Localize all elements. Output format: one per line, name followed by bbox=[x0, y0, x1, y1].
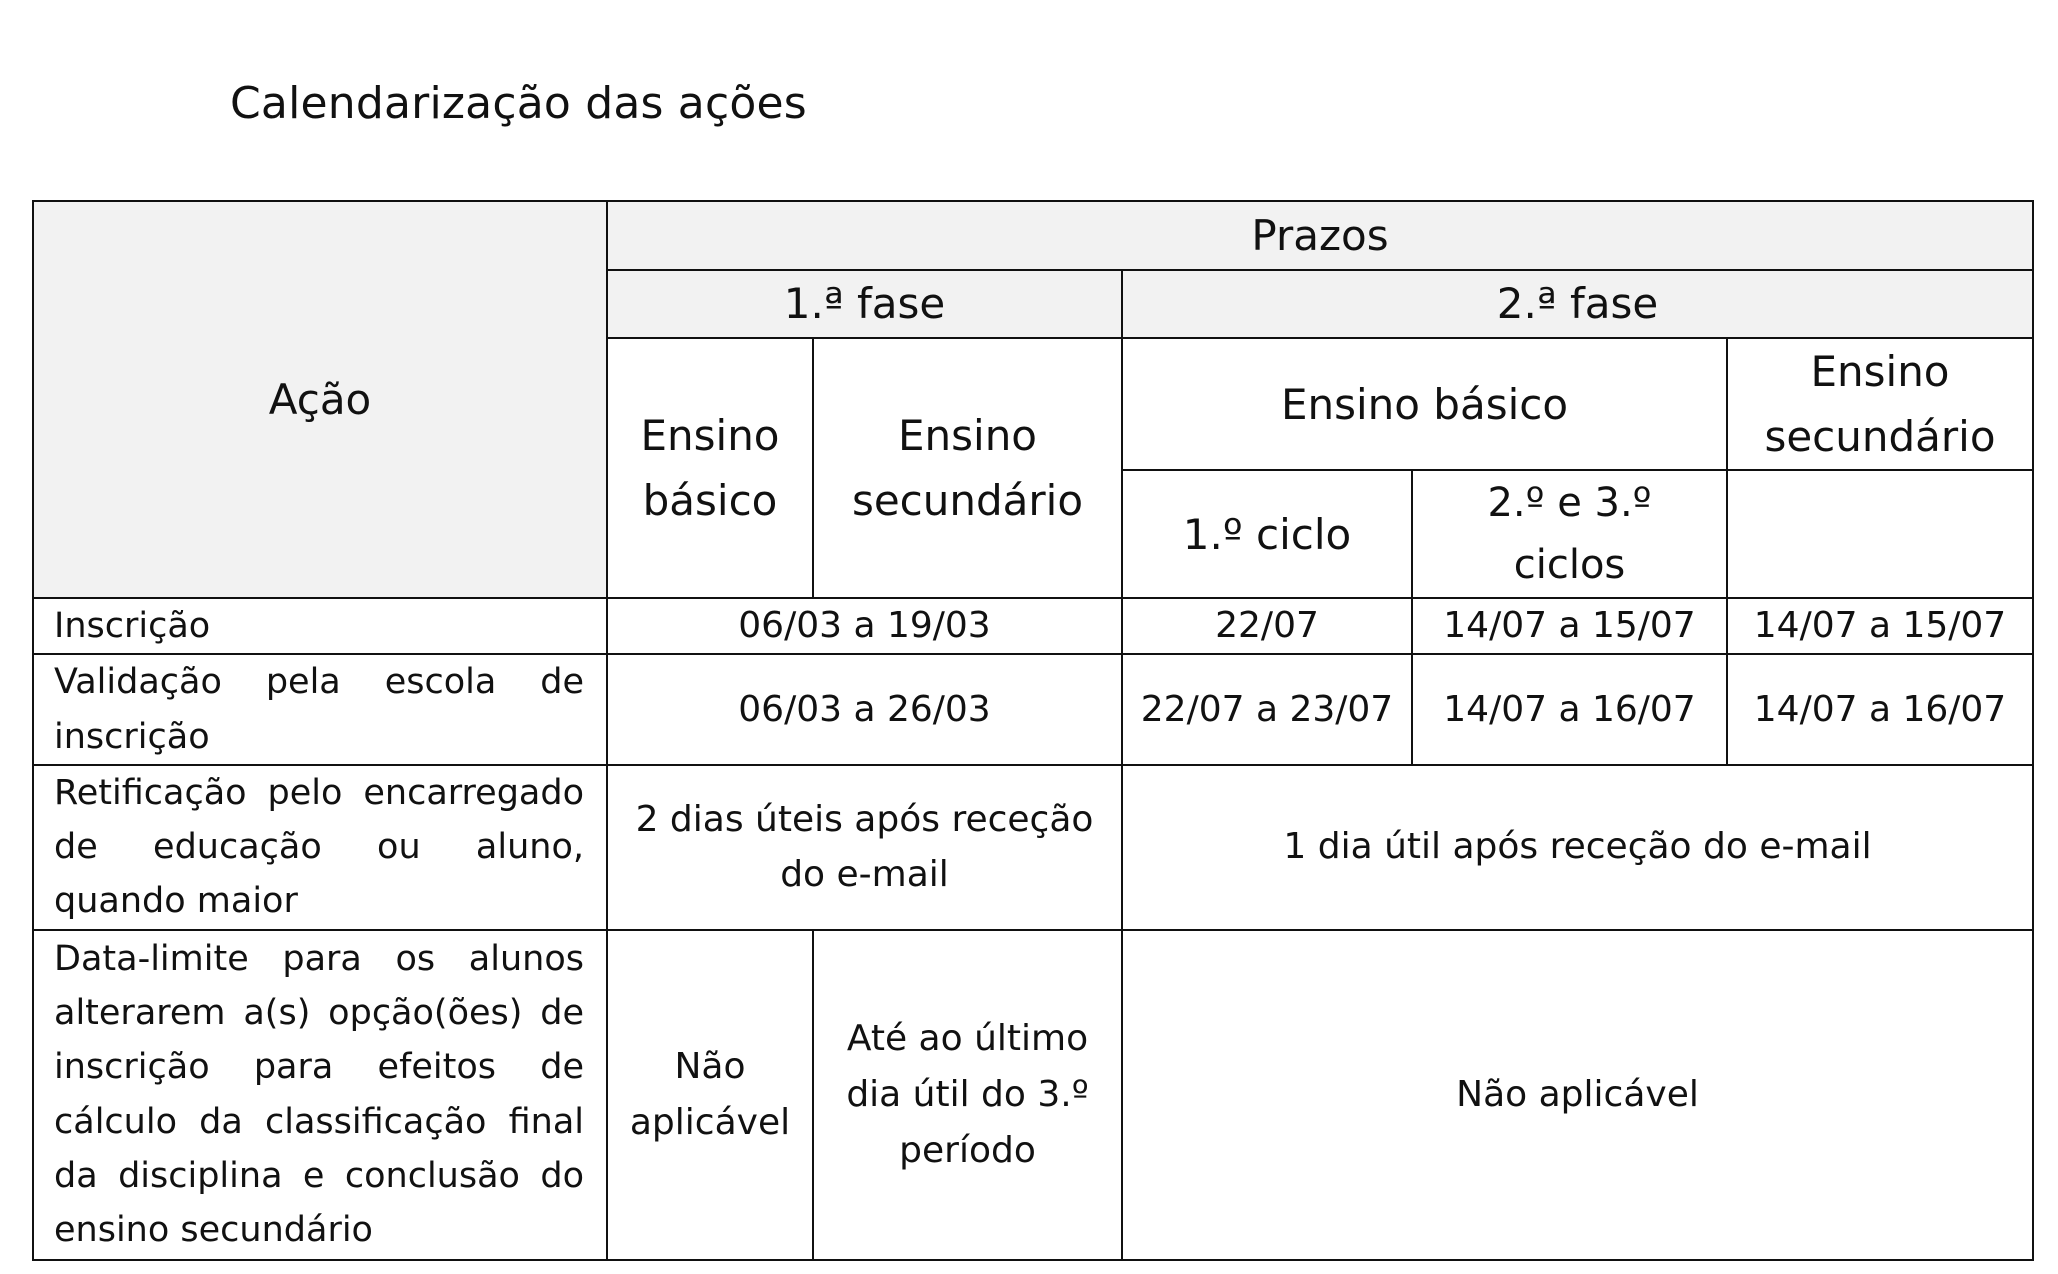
page-title: Calendarização das ações bbox=[230, 78, 807, 129]
header-row-prazos bbox=[33, 201, 2033, 270]
row-label-retificacao: Retificação pelo encarregado de educação ou aluno, quando maior bbox=[33, 765, 607, 930]
header-fase2-secundario-empty bbox=[1727, 470, 2033, 598]
cell-fase2-ciclo1: 22/07 a 23/07 bbox=[1122, 654, 1412, 765]
cell-fase2-ciclo1: 22/07 bbox=[1122, 598, 1412, 654]
header-fase1-ensino-basico: Ensino básico bbox=[607, 338, 813, 598]
cell-fase2-prazo: Não aplicável bbox=[1122, 930, 2033, 1260]
header-fase2-ensino-basico: Ensino básico bbox=[1122, 338, 1727, 470]
cell-fase2-secundario: 14/07 a 16/07 bbox=[1727, 654, 2033, 765]
row-label-data-limite: Data-limite para os alunos alterarem a(s) opção(ões) de inscrição para efeitos de cálculo da classificação final da disciplina e conclusão do ensino secundário bbox=[33, 930, 607, 1260]
table-row bbox=[33, 765, 2033, 930]
schedule-table bbox=[32, 200, 2034, 1261]
table-row bbox=[33, 654, 2033, 765]
cell-fase1-prazo: 06/03 a 19/03 bbox=[607, 598, 1122, 654]
header-acao: Ação bbox=[33, 201, 607, 598]
table-row bbox=[33, 598, 2033, 654]
cell-fase2-secundario: 14/07 a 15/07 bbox=[1727, 598, 2033, 654]
header-fase-1: 1.ª fase bbox=[607, 270, 1122, 338]
cell-fase1-basico: Não aplicável bbox=[607, 930, 813, 1260]
header-fase2-ciclo-1: 1.º ciclo bbox=[1122, 470, 1412, 598]
cell-fase1-prazo: 06/03 a 26/03 bbox=[607, 654, 1122, 765]
header-fase2-ciclos-2-3: 2.º e 3.º ciclos bbox=[1412, 470, 1727, 598]
cell-fase1-prazo: 2 dias úteis após receção do e-mail bbox=[607, 765, 1122, 930]
header-prazos: Prazos bbox=[607, 201, 2033, 270]
header-fase2-ensino-secundario: Ensino secundário bbox=[1727, 338, 2033, 470]
cell-fase2-prazo: 1 dia útil após receção do e-mail bbox=[1122, 765, 2033, 930]
cell-fase1-secundario: Até ao último dia útil do 3.º período bbox=[813, 930, 1122, 1260]
table-row bbox=[33, 930, 2033, 1260]
cell-fase2-ciclos23: 14/07 a 15/07 bbox=[1412, 598, 1727, 654]
row-label-validacao: Validação pela escola de inscrição bbox=[33, 654, 607, 765]
header-fase1-ensino-secundario: Ensino secundário bbox=[813, 338, 1122, 598]
header-fase-2: 2.ª fase bbox=[1122, 270, 2033, 338]
row-label-inscricao: Inscrição bbox=[33, 598, 607, 654]
cell-fase2-ciclos23: 14/07 a 16/07 bbox=[1412, 654, 1727, 765]
